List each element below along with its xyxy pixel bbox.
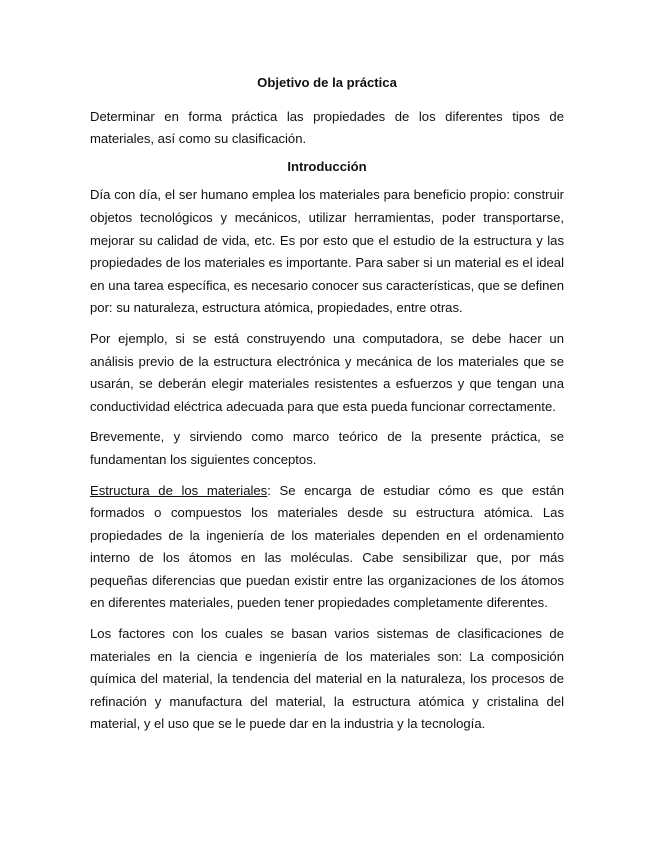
intro-paragraph-1: Día con día, el ser humano emplea los materiales para beneficio propio: construir objetos tecnológicos y mecánicos, utilizar herramientas, poder transportarse, mejorar su calidad de vida, etc. Es por esto que el estudio de la estructura y las propiedades de los materiales es importante. Para saber si un material es el ideal en una tarea específica, es necesario conocer sus características, que se definen por: su naturaleza, estructura atómica, propiedades, entre otras. <box>90 187 564 316</box>
structure-term: Estructura de los materiales <box>90 482 268 498</box>
objective-paragraph: Determinar en forma práctica las propiedades de los diferentes tipos de materiales, así como su clasificación. <box>90 108 564 147</box>
structure-paragraph <box>90 480 564 616</box>
intro-paragraph-3: Brevemente, y sirviendo como marco teórico de la presente práctica, se fundamentan los siguientes conceptos. <box>90 429 564 467</box>
factors-paragraph: Los factores con los cuales se basan varios sistemas de clasificaciones de materiales en la ciencia e ingeniería de los materiales son: La composición química del material, la tendencia del material en la naturaleza, los procesos de refinación y manufactura del material, la estructura atómica y cristalina del material, y el uso que se le puede dar en la industria y la tecnología. <box>90 626 564 732</box>
document-page <box>90 72 564 744</box>
introduction-heading: Introducción <box>287 158 367 174</box>
objective-heading: Objetivo de la práctica <box>257 75 397 90</box>
structure-definition: : Se encarga de estudiar cómo es que están formados o compuestos los materiales desde su estructura atómica. Las propiedades de la ingeniería de los materiales dependen en el ordenamiento interno de los átomos en las moléculas. Cabe sensibilizar que, por más pequeñas diferencias que puedan existir entre las organizaciones de los átomos en diferentes materiales, pueden tener propiedades completamente diferentes. <box>90 482 564 611</box>
intro-paragraph-2: Por ejemplo, si se está construyendo una computadora, se debe hacer un análisis previo de la estructura electrónica y mecánica de los materiales que se usarán, se deberán elegir materiales resistentes a esfuerzos y que tengan una conductividad eléctrica adecuada para que esta pueda funcionar correctamente. <box>90 330 564 414</box>
